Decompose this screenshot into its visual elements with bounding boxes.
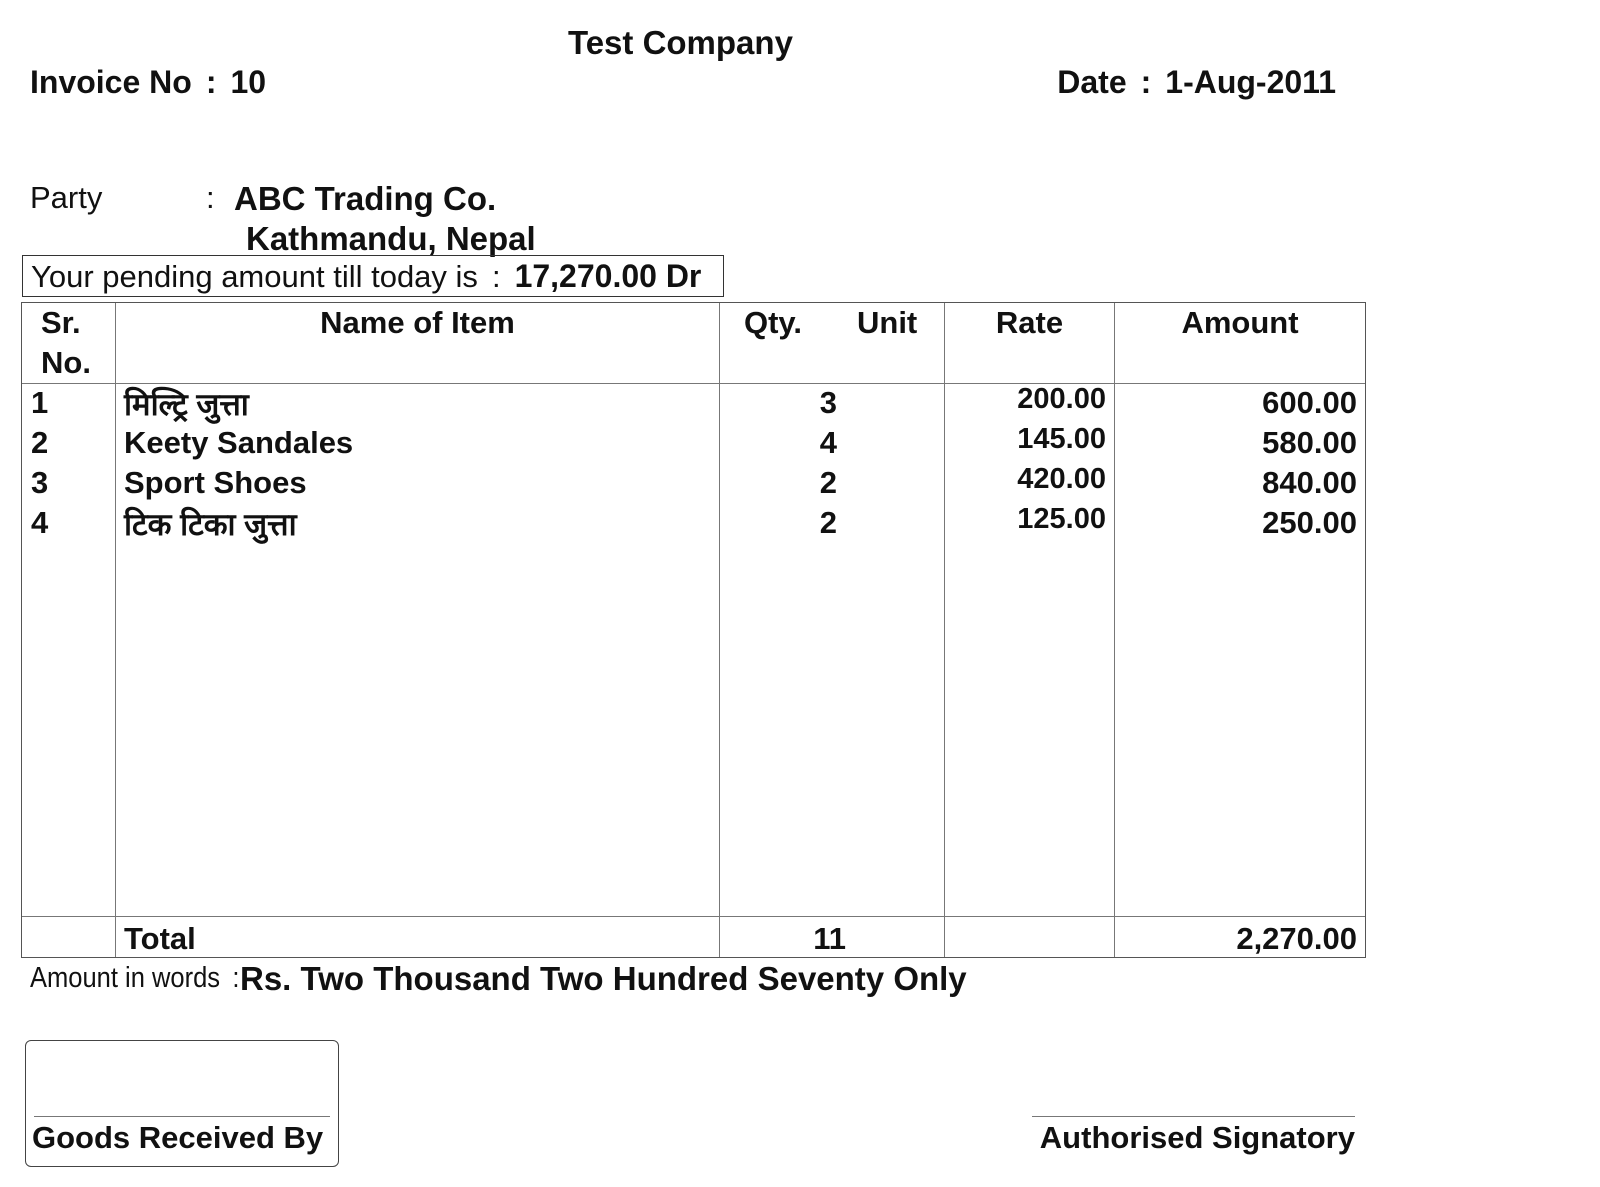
party-address: Kathmandu, Nepal [246, 220, 536, 257]
total-qty: 11 [813, 921, 846, 956]
header-item: Name of Item [320, 305, 515, 340]
signature-line [1032, 1116, 1355, 1117]
row-4-rate: 125.00 [1017, 503, 1106, 535]
party-label: Party [30, 180, 103, 215]
invoice-number [30, 64, 266, 101]
pending-separator: : [491, 259, 501, 294]
amount-in-words-label [30, 962, 252, 995]
invoice-date [1057, 64, 1336, 101]
row-4-qty: 2 [819, 505, 837, 540]
row-3-item: Sport Shoes [124, 465, 307, 500]
amount-in-words: Rs. Two Thousand Two Hundred Seventy Only [240, 960, 967, 997]
row-3-amount: 840.00 [1262, 465, 1357, 500]
party-separator: : [206, 180, 215, 215]
header-amount: Amount [1181, 305, 1299, 340]
row-1-item: मिल्ट्रि जुत्ता [124, 387, 249, 422]
pending-amount: 17,270.00 Dr [514, 258, 702, 294]
row-1-rate: 200.00 [1017, 383, 1106, 415]
goods-received-line [34, 1116, 330, 1117]
row-3-rate: 420.00 [1017, 463, 1106, 495]
row-2-rate: 145.00 [1017, 423, 1106, 455]
row-3-sr: 3 [31, 465, 49, 500]
goods-received-label: Goods Received By [32, 1120, 324, 1155]
total-label: Total [124, 921, 196, 956]
invoice-separator: : [205, 64, 217, 100]
party-name: ABC Trading Co. [234, 180, 497, 217]
items-table [21, 302, 1366, 958]
row-1-sr: 1 [31, 385, 49, 420]
row-2-item: Keety Sandales [124, 425, 354, 460]
row-1-qty: 3 [819, 385, 837, 420]
invoice-value: 10 [230, 64, 267, 100]
row-2-qty: 4 [819, 425, 837, 460]
header-sr-line1: Sr. [41, 305, 81, 340]
date-label: Date [1057, 64, 1127, 100]
header-qty: Qty. [744, 305, 802, 340]
pending-label: Your pending amount till today is [31, 259, 478, 294]
header-unit: Unit [857, 305, 918, 340]
row-4-amount: 250.00 [1262, 505, 1357, 540]
total-divider [22, 916, 1365, 917]
column-divider [115, 303, 116, 957]
date-separator: : [1140, 64, 1152, 100]
total-amount: 2,270.00 [1236, 921, 1357, 956]
row-3-qty: 2 [819, 465, 837, 500]
row-2-sr: 2 [31, 425, 49, 460]
row-2-amount: 580.00 [1262, 425, 1357, 460]
header-rate: Rate [995, 305, 1064, 340]
row-4-item: टिक टिका जुत्ता [124, 507, 297, 542]
words-separator: : [232, 962, 240, 994]
company-name: Test Company [568, 24, 793, 61]
header-sr-line2: No. [41, 345, 91, 380]
date-value: 1-Aug-2011 [1165, 64, 1336, 100]
row-4-sr: 4 [31, 505, 49, 540]
row-1-amount: 600.00 [1262, 385, 1357, 420]
invoice-label: Invoice No [30, 64, 192, 100]
authorised-signatory-label: Authorised Signatory [1039, 1120, 1355, 1155]
pending-amount-box [22, 255, 724, 297]
words-label-text: Amount in words [30, 962, 221, 994]
